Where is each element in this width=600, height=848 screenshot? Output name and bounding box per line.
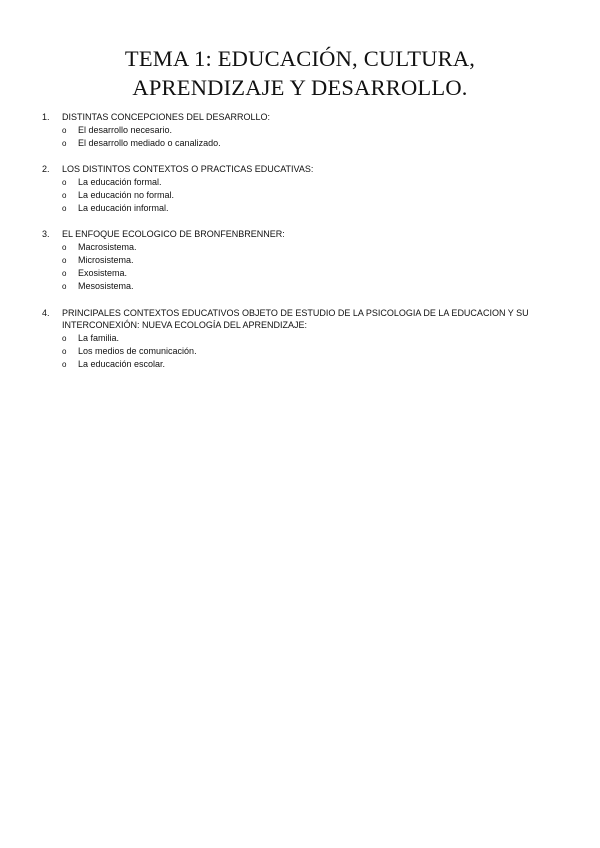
section-heading: [42, 307, 552, 332]
list-item: [62, 254, 552, 267]
circle-bullet-icon: o: [62, 242, 67, 252]
list-item: [62, 358, 552, 371]
list-item-text: Microsistema.: [78, 255, 134, 265]
sub-item-list: [42, 241, 552, 294]
list-item-text: La educación escolar.: [78, 359, 166, 370]
topic-outline: [42, 111, 552, 384]
list-item-text: La educación formal.: [78, 176, 162, 187]
circle-bullet-icon: o: [62, 256, 67, 265]
section-number: 1.: [42, 112, 50, 122]
sub-item-list: [42, 124, 552, 150]
circle-bullet-icon: o: [62, 269, 67, 279]
outline-section: [42, 163, 552, 215]
page-title-line-2: APRENDIZAJE Y DESARROLLO.: [132, 75, 468, 100]
list-item-text: Exosistema.: [78, 268, 128, 279]
list-item: [62, 267, 552, 280]
list-item-text: Macrosistema.: [78, 241, 137, 252]
list-item: [62, 189, 552, 202]
section-heading: [42, 111, 552, 124]
circle-bullet-icon: o: [62, 177, 67, 187]
circle-bullet-icon: o: [62, 282, 67, 292]
circle-bullet-icon: o: [62, 190, 67, 200]
page-title: [40, 44, 560, 102]
sub-item-list: [42, 332, 552, 372]
list-item: [62, 137, 552, 150]
sub-item-list: [42, 176, 552, 216]
section-number: 3.: [42, 229, 50, 240]
list-item-text: La familia.: [78, 332, 120, 343]
list-item: [62, 345, 552, 358]
list-item-text: Los medios de comunicación.: [78, 346, 197, 356]
circle-bullet-icon: o: [62, 138, 67, 148]
section-heading: [42, 163, 552, 176]
outline-section: [42, 228, 552, 293]
list-item: [62, 241, 552, 254]
section-title: EL ENFOQUE ECOLOGICO DE BRONFENBRENNER:: [62, 229, 285, 240]
section-heading: [42, 228, 552, 241]
section-number: 4.: [42, 307, 50, 318]
section-title: LOS DISTINTOS CONTEXTOS O PRACTICAS EDUCATIVAS:: [62, 164, 314, 174]
outline-section: [42, 307, 552, 372]
section-number: 2.: [42, 164, 50, 174]
list-item: [62, 176, 552, 189]
circle-bullet-icon: o: [62, 204, 67, 213]
list-item: [62, 280, 552, 293]
list-item: [62, 124, 552, 137]
list-item-text: La educación informal.: [78, 203, 169, 213]
list-item-text: La educación no formal.: [78, 189, 175, 200]
list-item: [62, 202, 552, 215]
circle-bullet-icon: o: [62, 360, 67, 370]
circle-bullet-icon: o: [62, 333, 67, 343]
section-title: PRINCIPALES CONTEXTOS EDUCATIVOS OBJETO DE ESTUDIO DE LA PSICOLOGIA DE LA EDUCACION Y SU INTERCONEXIÓN: NUEVA ECOLOGÍA DEL APRENDIZAJE:: [62, 307, 529, 331]
list-item-text: Mesosistema.: [78, 281, 134, 292]
circle-bullet-icon: o: [62, 347, 67, 356]
list-item-text: El desarrollo mediado o canalizado.: [78, 137, 221, 148]
page-title-line-1: TEMA 1: EDUCACIÓN, CULTURA,: [124, 46, 476, 71]
list-item-text: El desarrollo necesario.: [78, 124, 173, 135]
circle-bullet-icon: o: [62, 125, 67, 135]
outline-section: [42, 111, 552, 150]
list-item: [62, 332, 552, 345]
section-title: DISTINTAS CONCEPCIONES DEL DESARROLLO:: [62, 112, 271, 122]
